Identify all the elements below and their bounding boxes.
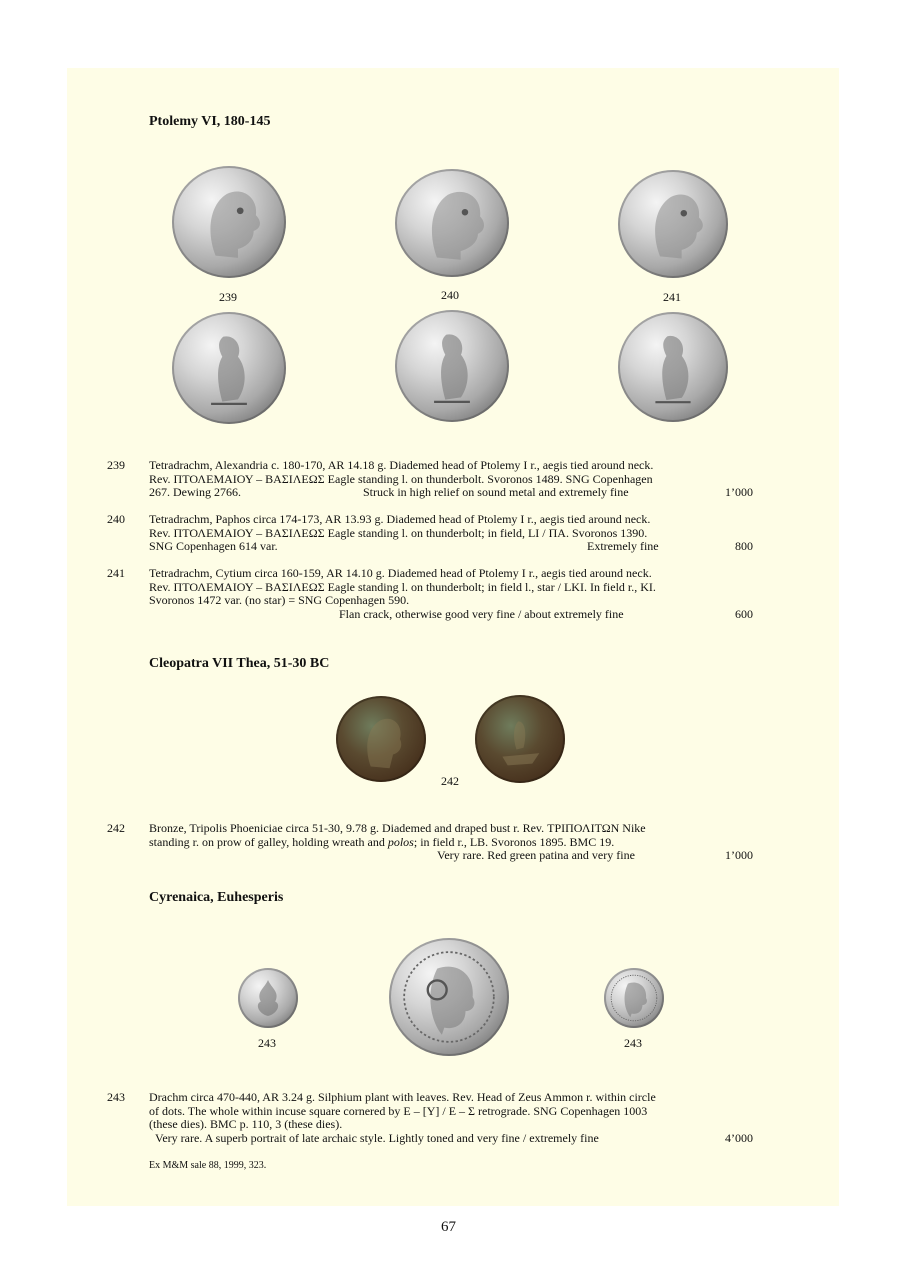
lot-condition: Very rare. Red green patina and very fine bbox=[437, 848, 635, 862]
coin-243-reverse bbox=[604, 968, 664, 1028]
lot-text-line: Rev. ΠΤΟΛΕΜΑΙΟΥ – ΒΑΣΙΛΕΩΣ Eagle standing l. on thunderbolt; in field, LI / ΠΑ. Svoronos 1390. bbox=[149, 525, 648, 540]
coin-240-reverse bbox=[395, 310, 509, 422]
lot-243-provenance: Ex M&M sale 88, 1999, 323. bbox=[149, 1160, 267, 1171]
page-number: 67 bbox=[441, 1219, 456, 1235]
section-heading-cyrenaica: Cyrenaica, Euhesperis bbox=[149, 890, 284, 905]
coin-242-reverse bbox=[475, 695, 565, 783]
section-heading-ptolemy: Ptolemy VI, 180-145 bbox=[149, 114, 271, 129]
section-heading-cleopatra: Cleopatra VII Thea, 51-30 BC bbox=[149, 656, 330, 671]
coin-239-obverse bbox=[172, 166, 286, 278]
lot-text-line: Bronze, Tripolis Phoeniciae circa 51-30, 9.78 g. Diademed and draped bust r. Rev. ΤΡΙΠΟΛΙΤΩΝ Nike bbox=[149, 821, 646, 835]
coin-label-241: 241 bbox=[663, 290, 681, 304]
lot-text-line: Svoronos 1472 var. (no star) = SNG Copenhagen 590. bbox=[149, 593, 410, 607]
lot-estimate: 1’000 bbox=[725, 848, 753, 862]
lot-estimate: 800 bbox=[735, 539, 753, 553]
lot-text-line: Tetradrachm, Cytium circa 160-159, AR 14.10 g. Diademed head of Ptolemy I r., aegis tied around neck. bbox=[149, 566, 652, 580]
lot-number: 239 bbox=[107, 458, 125, 472]
coin-243-obverse bbox=[238, 968, 298, 1028]
lot-estimate: 4’000 bbox=[725, 1130, 753, 1145]
lot-text-line: Rev. ΠΤΟΛΕΜΑΙΟΥ – ΒΑΣΙΛΕΩΣ Eagle standing l. on thunderbolt; in field l., star / LKI. In field r., KI. bbox=[149, 579, 656, 594]
lot-condition: Extremely fine bbox=[587, 539, 659, 553]
lot-text-line: SNG Copenhagen 614 var. bbox=[149, 539, 278, 553]
lot-condition: Struck in high relief on sound metal and extremely fine bbox=[363, 485, 629, 499]
lot-text-segment: standing r. on prow of galley, holding wreath and bbox=[149, 834, 388, 849]
lot-text-line: Drachm circa 470-440, AR 3.24 g. Silphium plant with leaves. Rev. Head of Zeus Ammon r. within circle bbox=[149, 1090, 656, 1104]
lot-estimate: 1’000 bbox=[725, 485, 753, 499]
coin-label-240: 240 bbox=[441, 288, 459, 302]
lot-number: 241 bbox=[107, 566, 125, 580]
coin-239-reverse bbox=[172, 312, 286, 424]
coin-label-243-left: 243 bbox=[258, 1036, 276, 1050]
coin-241-reverse bbox=[618, 312, 728, 422]
lot-condition: Very rare. A superb portrait of late archaic style. Lightly toned and very fine / extremely fine bbox=[155, 1130, 599, 1145]
lot-text-line: (these dies). BMC p. 110, 3 (these dies). bbox=[149, 1117, 343, 1131]
lot-text-line: Tetradrachm, Alexandria c. 180-170, AR 14.18 g. Diademed head of Ptolemy I r., aegis tied around neck. bbox=[149, 458, 654, 472]
coin-240-obverse bbox=[395, 169, 509, 277]
lot-number: 243 bbox=[107, 1090, 125, 1104]
coin-label-242: 242 bbox=[441, 774, 459, 788]
coin-label-243-right: 243 bbox=[624, 1036, 642, 1050]
lot-estimate: 600 bbox=[735, 606, 753, 621]
lot-text-line: of dots. The whole within incuse square cornered by E – [Y] / E – Σ retrograde. SNG Copenhagen 1003 bbox=[149, 1103, 648, 1118]
coin-241-obverse bbox=[618, 170, 728, 278]
lot-text-line: Tetradrachm, Paphos circa 174-173, AR 13.93 g. Diademed head of Ptolemy I r., aegis tied around neck. bbox=[149, 512, 651, 526]
lot-text-line bbox=[149, 836, 614, 850]
coin-243-reverse-enlarged bbox=[389, 938, 509, 1056]
lot-text-emphasis: polos bbox=[387, 834, 414, 849]
lot-text-line: 267. Dewing 2766. bbox=[149, 485, 241, 499]
coin-242-obverse bbox=[336, 696, 426, 782]
lot-condition: Flan crack, otherwise good very fine / about extremely fine bbox=[339, 606, 624, 621]
lot-number: 242 bbox=[107, 821, 125, 835]
lot-number: 240 bbox=[107, 512, 125, 526]
lot-text-segment: ; in field r., LB. Svoronos 1895. BMC 19. bbox=[413, 834, 615, 849]
coin-label-239: 239 bbox=[219, 290, 237, 304]
lot-text-line: Rev. ΠΤΟΛΕΜΑΙΟΥ – ΒΑΣΙΛΕΩΣ Eagle standing l. on thunderbolt. Svoronos 1489. SNG Copenhagen bbox=[149, 471, 653, 486]
